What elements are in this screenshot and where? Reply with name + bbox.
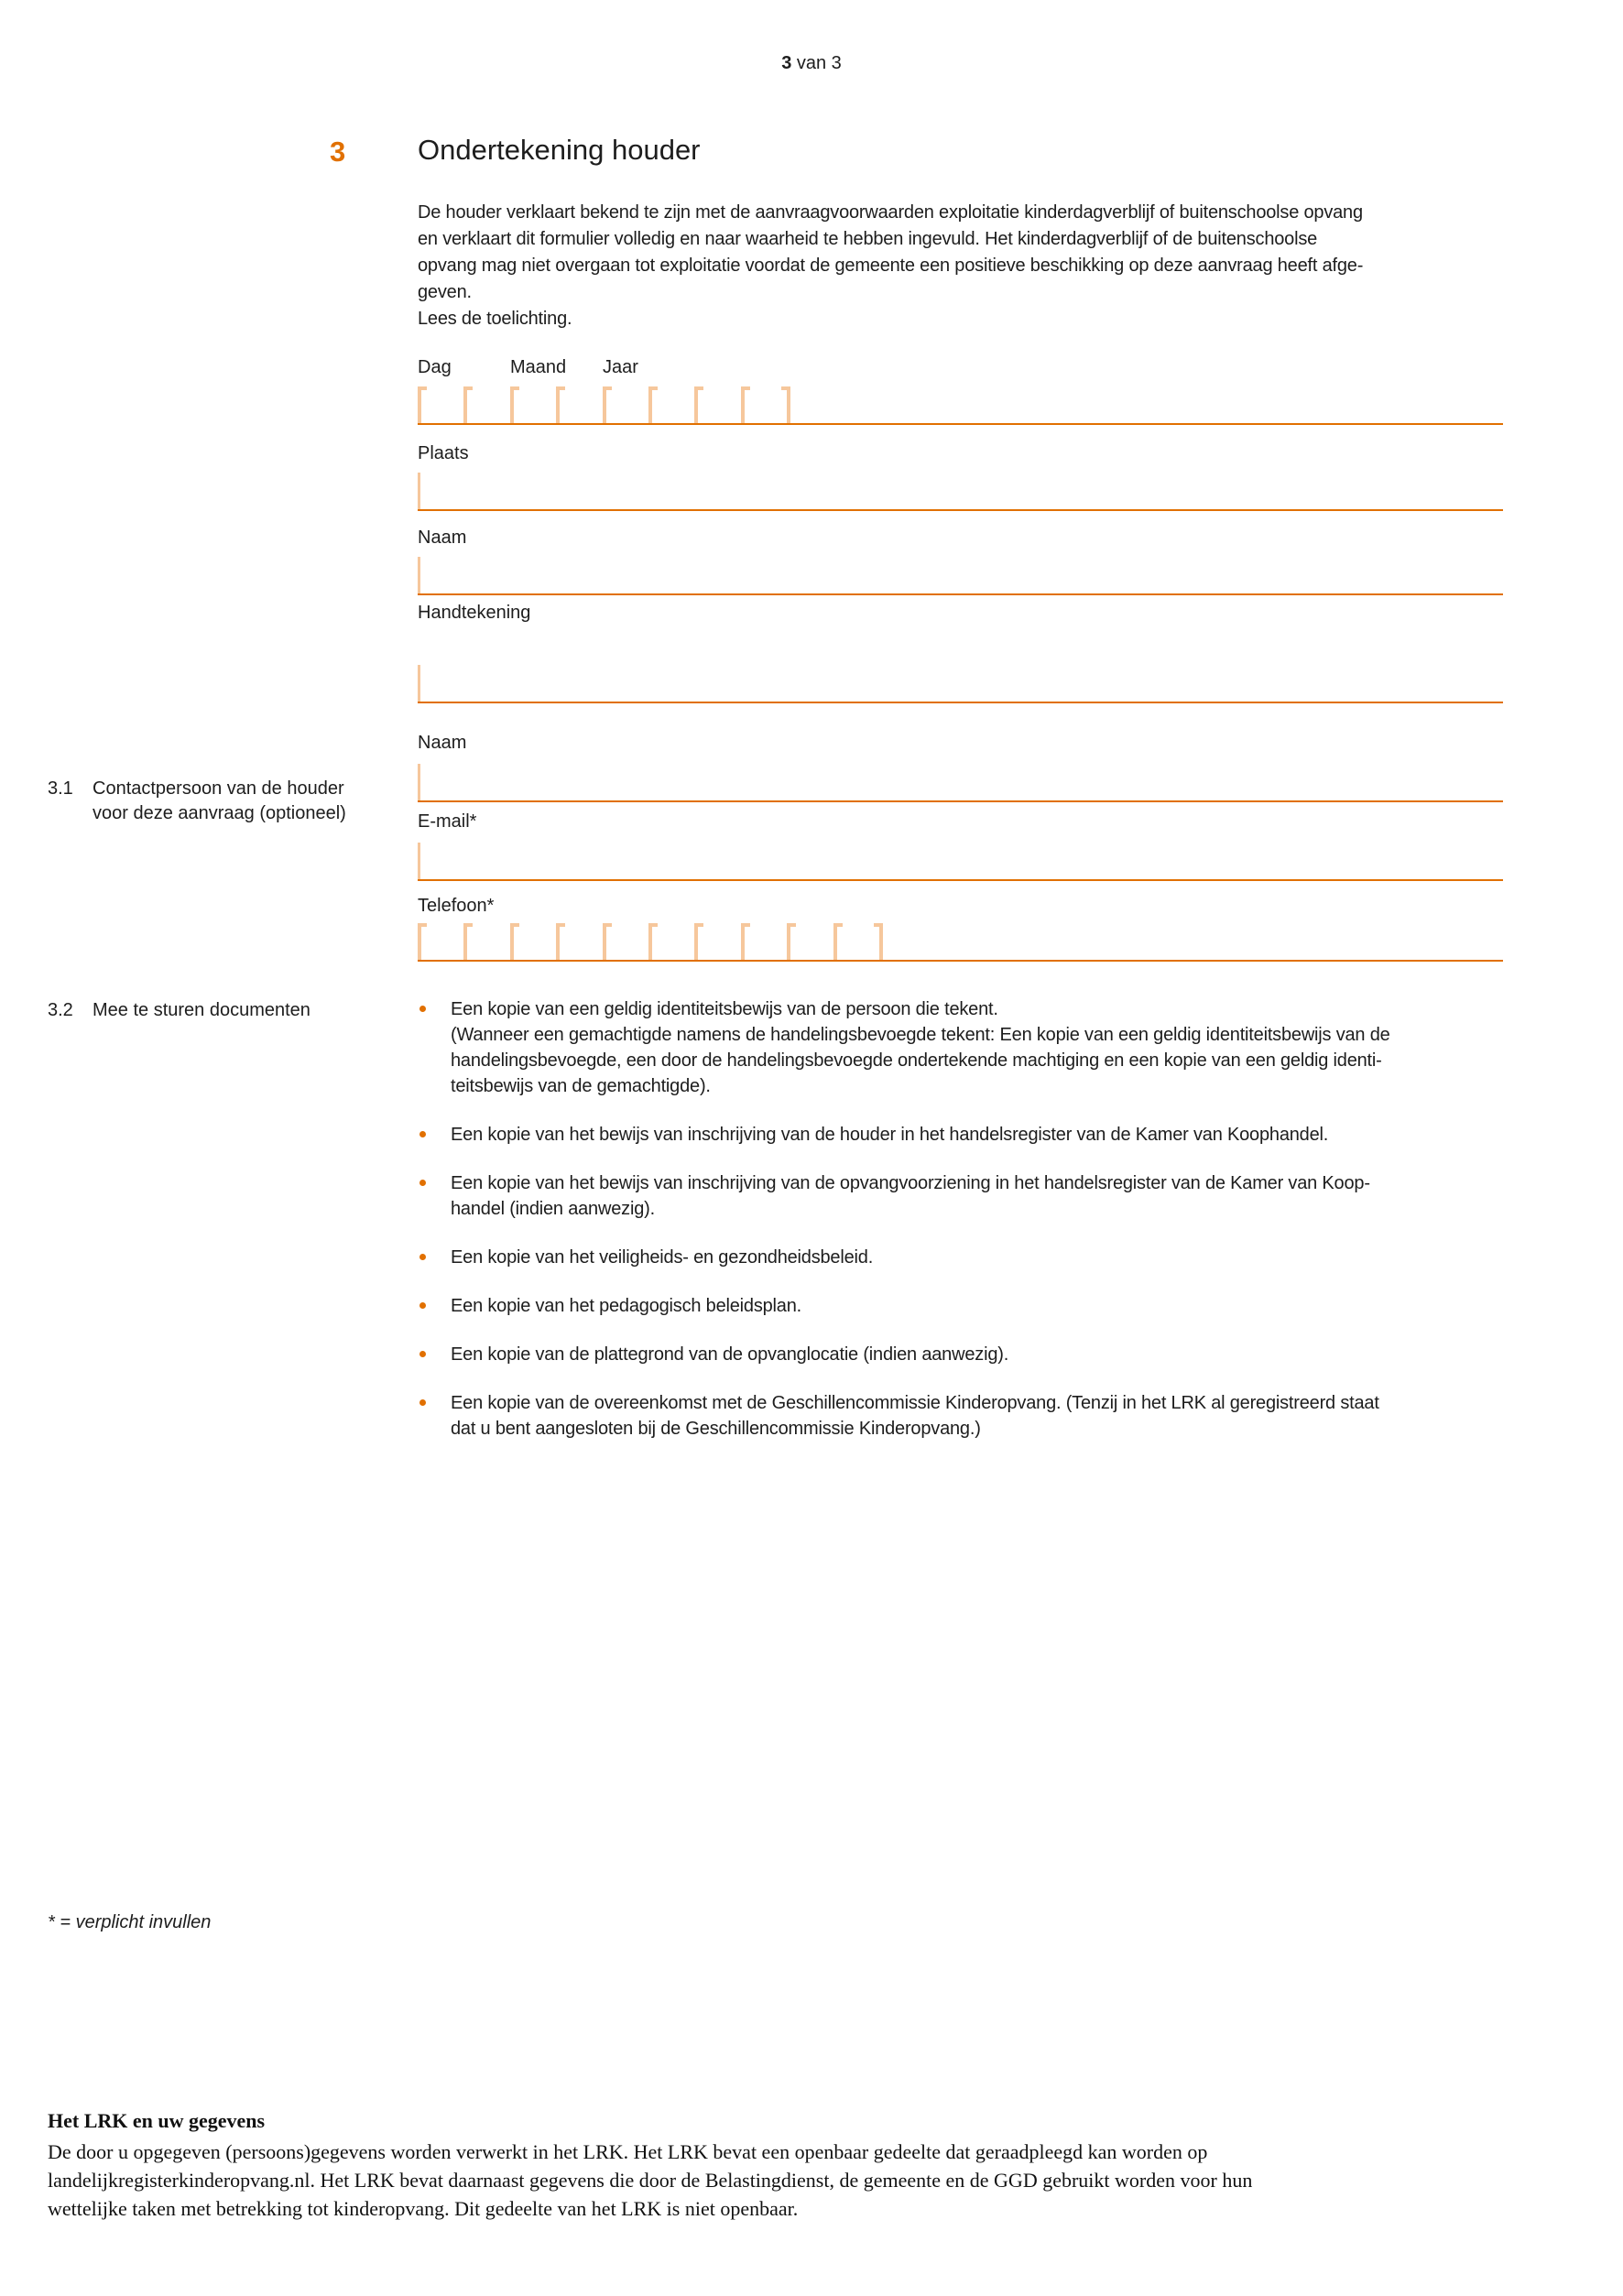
bullet-icon xyxy=(419,1351,426,1357)
bullet-icon xyxy=(419,1399,426,1406)
line-start-tick xyxy=(418,843,420,879)
telefoon-label: Telefoon* xyxy=(418,896,495,916)
naam-input[interactable] xyxy=(418,555,1503,595)
digit-cell-tick xyxy=(741,386,745,423)
list-item xyxy=(418,1122,1531,1148)
bullet-icon xyxy=(419,1180,426,1186)
plaats-input[interactable] xyxy=(418,471,1503,511)
bullet-icon xyxy=(419,1254,426,1260)
document-item-text: Een kopie van het bewijs van inschrijving van de houder in het handelsregister van de Kamer van Koophandel. xyxy=(451,1125,1329,1145)
subsection-3-2 xyxy=(48,998,396,1023)
document-item-text: dat u bent aangesloten bij de Geschillencommissie Kinderopvang.) xyxy=(451,1419,981,1439)
digit-cell-tick xyxy=(463,386,467,423)
line-start-tick xyxy=(418,557,420,593)
digit-cell-tick xyxy=(510,386,514,423)
footer-text xyxy=(48,2138,1252,2223)
line-start-tick xyxy=(418,473,420,509)
lrk-footer xyxy=(48,2106,1252,2223)
date-input[interactable] xyxy=(418,385,1503,425)
digit-cell-tick xyxy=(556,923,560,960)
document-item-text: Een kopie van de overeenkomst met de Geschillencommissie Kinderopvang. (Tenzij in het LRK al geregistreerd staat xyxy=(451,1393,1379,1413)
text-line: Lees de toelichting. xyxy=(418,309,572,329)
page-count: van 3 xyxy=(791,53,842,73)
text-line: voor deze aanvraag (optioneel) xyxy=(93,803,346,823)
digit-cell-tick xyxy=(787,923,790,960)
year-label: Jaar xyxy=(603,357,638,377)
digit-cell-tick xyxy=(879,923,883,960)
document-item-text: handelingsbevoegde, een door de handelingsbevoegde ondertekende machtiging en een kopie van een geldig identi- xyxy=(451,1050,1382,1071)
digit-cell-tick xyxy=(648,386,652,423)
subsection-3-1-number: 3.1 xyxy=(48,778,73,799)
text-line: landelijkregisterkinderopvang.nl. Het LRK bevat daarnaast gegevens die door de Belastingdienst, de gemeente en de GGD gebruikt worden voor hun xyxy=(48,2169,1253,2192)
email-input[interactable] xyxy=(418,841,1503,881)
digit-cell-tick xyxy=(833,923,837,960)
month-label: Maand xyxy=(510,357,567,377)
document-item-text: Een kopie van een geldig identiteitsbewijs van de persoon die tekent. xyxy=(451,999,998,1019)
list-item xyxy=(418,1245,1531,1270)
document-item-text: handel (indien aanwezig). xyxy=(451,1199,655,1219)
document-item-text: Een kopie van het pedagogisch beleidsplan. xyxy=(451,1296,802,1316)
email-label: E-mail* xyxy=(418,811,477,832)
line-start-tick xyxy=(418,764,420,800)
subsection-3-1 xyxy=(48,777,377,826)
digit-cell-tick xyxy=(741,923,745,960)
day-label: Dag xyxy=(418,357,452,377)
footer-title: Het LRK en uw gegevens xyxy=(48,2109,266,2132)
text-line: opvang mag niet overgaan tot exploitatie voordat de gemeente een positieve beschikking op deze aanvraag heeft afge- xyxy=(418,256,1364,276)
handtekening-label: Handtekening xyxy=(418,603,531,623)
digit-cell-tick xyxy=(694,386,698,423)
bullet-icon xyxy=(419,1302,426,1309)
handtekening-input[interactable] xyxy=(418,663,1503,703)
plaats-label: Plaats xyxy=(418,443,469,463)
digit-cell-tick xyxy=(510,923,514,960)
naam-label: Naam xyxy=(418,528,467,548)
subsection-3-1-label xyxy=(93,777,377,826)
line-start-tick xyxy=(418,665,420,702)
list-item xyxy=(418,1390,1531,1442)
section-number: 3 xyxy=(330,136,346,168)
naam2-input[interactable] xyxy=(418,762,1503,802)
text-line: en verklaart dit formulier volledig en naar waarheid te hebben ingevuld. Het kinderdagverblijf of de buitenschoolse xyxy=(418,229,1318,249)
digit-cell-tick xyxy=(648,923,652,960)
bullet-icon xyxy=(419,1006,426,1012)
text-line: De houder verklaart bekend te zijn met de aanvraagvoorwaarden exploitatie kinderdagverblijf of buitenschoolse opvang xyxy=(418,202,1363,223)
text-line: geven. xyxy=(418,282,472,302)
subsection-3-2-label: Mee te sturen documenten xyxy=(93,1000,310,1020)
telefoon-input[interactable] xyxy=(418,921,1503,962)
digit-cell-tick xyxy=(603,923,606,960)
document-item-text: Een kopie van de plattegrond van de opvanglocatie (indien aanwezig). xyxy=(451,1344,1009,1365)
list-item xyxy=(418,1170,1531,1222)
digit-cell-tick xyxy=(418,386,421,423)
digit-cell-tick xyxy=(603,386,606,423)
list-item xyxy=(418,996,1531,1099)
digit-cell-tick xyxy=(694,923,698,960)
bullet-icon xyxy=(419,1131,426,1137)
text-line: wettelijke taken met betrekking tot kinderopvang. Dit gedeelte van het LRK is niet openbaar. xyxy=(48,2197,799,2220)
list-item xyxy=(418,1342,1531,1367)
document-item-text: (Wanneer een gemachtigde namens de handelingsbevoegde tekent: Een kopie van een geldig identiteitsbewijs van de xyxy=(451,1025,1390,1045)
digit-cell-tick xyxy=(556,386,560,423)
digit-cell-tick xyxy=(463,923,467,960)
intro-paragraph xyxy=(418,200,1363,332)
document-item-text: teitsbewijs van de gemachtigde). xyxy=(451,1076,711,1096)
required-footnote: * = verplicht invullen xyxy=(48,1912,212,1932)
subsection-3-2-number: 3.2 xyxy=(48,1000,73,1020)
documents-list xyxy=(418,996,1531,1464)
list-item xyxy=(418,1293,1531,1319)
page-title: Ondertekening houder xyxy=(418,134,701,166)
digit-cell-tick xyxy=(418,923,421,960)
naam2-label: Naam xyxy=(418,733,467,753)
page-number: 3 xyxy=(781,53,792,73)
page-indicator xyxy=(0,53,1623,74)
text-line: Contactpersoon van de houder xyxy=(93,778,344,799)
document-item-text: Een kopie van het veiligheids- en gezondheidsbeleid. xyxy=(451,1247,874,1268)
document-item-text: Een kopie van het bewijs van inschrijving van de opvangvoorziening in het handelsregister van de Kamer van Koop- xyxy=(451,1173,1370,1193)
digit-cell-tick xyxy=(787,386,790,423)
text-line: De door u opgegeven (persoons)gegevens worden verwerkt in het LRK. Het LRK bevat een openbaar gedeelte dat geraadpleegd kan worden op xyxy=(48,2140,1208,2163)
